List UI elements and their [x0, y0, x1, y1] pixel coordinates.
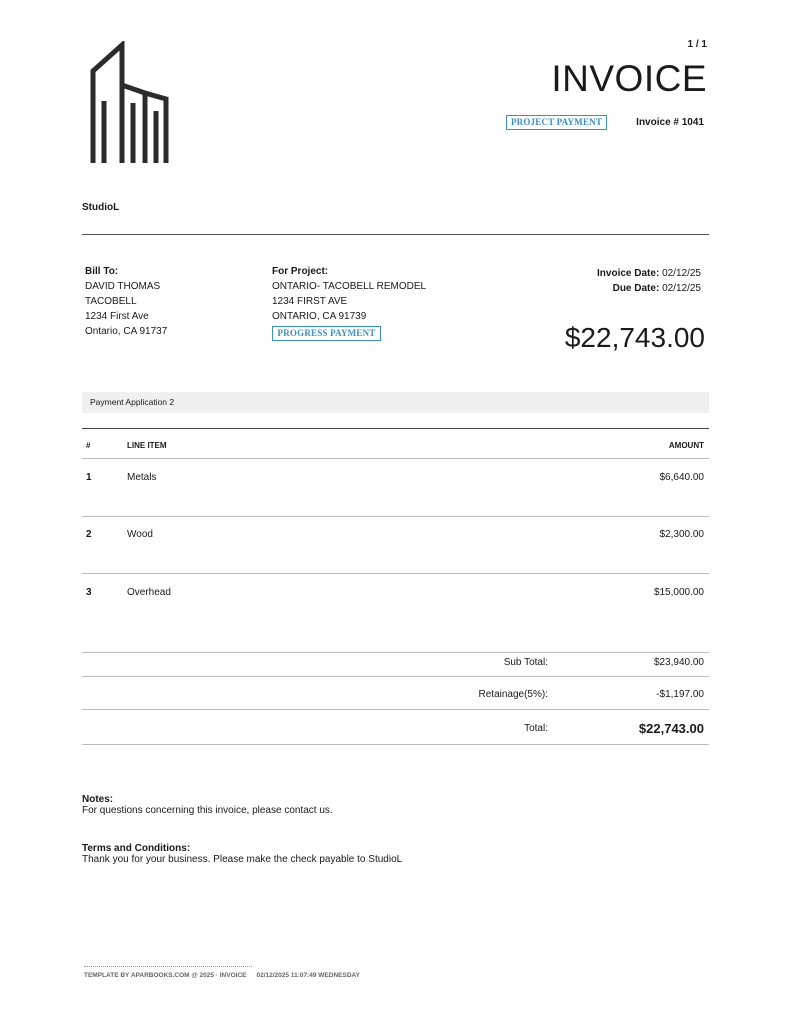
invoice-title: INVOICE [551, 58, 707, 99]
summary-divider [82, 652, 709, 653]
table-header-divider [82, 458, 709, 459]
column-header-number: # [86, 441, 91, 450]
footer-divider [84, 966, 252, 967]
row-number: 1 [86, 472, 92, 483]
invoice-date-row [597, 266, 701, 281]
footer-template: TEMPLATE BY APARBOOKS.COM @ 2025 · INVOICE [84, 972, 247, 979]
row-number: 2 [86, 529, 92, 540]
due-date-row [597, 281, 701, 296]
summary-divider [82, 676, 709, 677]
bill-to-line: 1234 First Ave [85, 311, 149, 322]
invoice-number: Invoice # 1041 [636, 117, 704, 128]
row-amount: $6,640.00 [659, 472, 704, 483]
column-header-amount: AMOUNT [668, 441, 704, 450]
row-amount: $15,000.00 [653, 587, 704, 598]
row-line-item: Overhead [127, 587, 171, 598]
footer [84, 972, 370, 979]
bill-to-heading: Bill To: [85, 266, 119, 277]
building-logo-icon [89, 41, 169, 165]
total-label: Total: [524, 723, 548, 734]
row-amount: $2,300.00 [659, 529, 704, 540]
project-payment-badge: PROJECT PAYMENT [506, 115, 607, 130]
bill-to-line: Ontario, CA 91737 [85, 326, 168, 337]
subtotal-value: $23,940.00 [653, 657, 704, 668]
terms-body: Thank you for your business. Please make the check payable to StudioL [82, 854, 403, 865]
table-top-divider [82, 428, 709, 429]
bill-to-line: TACOBELL [85, 296, 137, 307]
footer-timestamp: 02/12/2025 11:07:49 WEDNESDAY [256, 972, 360, 979]
invoice-date-label: Invoice Date: [597, 268, 660, 279]
bill-to-line: DAVID THOMAS [85, 281, 161, 292]
project-line: ONTARIO, CA 91739 [272, 311, 367, 322]
for-project-heading: For Project: [272, 266, 329, 277]
notes-body: For questions concerning this invoice, please contact us. [82, 805, 333, 816]
header-divider [82, 234, 709, 235]
row-divider [82, 516, 709, 517]
due-date-label: Due Date: [612, 283, 660, 294]
row-divider [82, 573, 709, 574]
subtotal-label: Sub Total: [503, 657, 548, 668]
bill-to-block [85, 264, 167, 339]
retainage-label: Retainage(5%): [478, 689, 548, 700]
row-number: 3 [86, 587, 92, 598]
for-project-block [272, 264, 426, 324]
terms-heading: Terms and Conditions: [82, 843, 191, 854]
summary-bottom-divider [82, 744, 709, 745]
column-header-line-item: LINE ITEM [127, 441, 167, 450]
progress-payment-badge: PROGRESS PAYMENT [272, 326, 381, 341]
notes-heading: Notes: [82, 794, 114, 805]
total-value: $22,743.00 [638, 721, 704, 736]
dates-block [597, 266, 701, 296]
amount-due: $22,743.00 [564, 322, 705, 353]
row-line-item: Metals [127, 472, 157, 483]
row-line-item: Wood [127, 529, 153, 540]
due-date-value: 02/12/25 [662, 283, 701, 294]
company-name: StudioL [82, 202, 120, 213]
retainage-value: -$1,197.00 [656, 689, 704, 700]
page-number: 1 / 1 [687, 39, 707, 50]
project-line: ONTARIO- TACOBELL REMODEL [272, 281, 427, 292]
summary-divider [82, 709, 709, 710]
project-line: 1234 FIRST AVE [272, 296, 348, 307]
payment-application-bar: Payment Application 2 [82, 392, 709, 413]
invoice-date-value: 02/12/25 [662, 268, 701, 279]
